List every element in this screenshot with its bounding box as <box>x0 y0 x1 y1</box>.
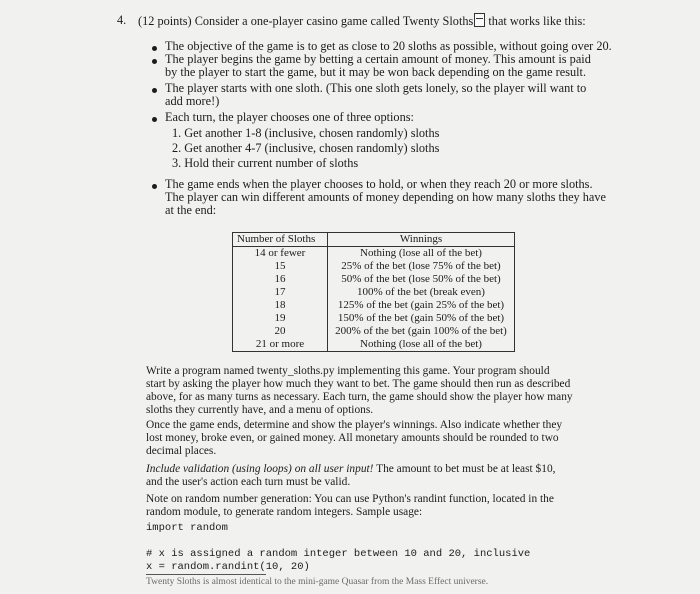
table-header-row <box>233 233 515 247</box>
paragraph-2-line-2: lost money, broke even, or gained money. All monetary amounts should be rounded to two <box>146 432 559 444</box>
bullet-2-line-1: The player begins the game by betting a certain amount of money. This amount is paid <box>165 52 591 66</box>
bullet-dot <box>152 184 157 189</box>
table-row <box>233 312 515 325</box>
bullet-1-line-1: The objective of the game is to get as close to 20 sloths as possible, without going over 20. <box>165 39 612 53</box>
option-1: 1. Get another 1-8 (inclusive, chosen randomly) sloths <box>172 126 440 140</box>
question-number: 4. <box>117 13 127 27</box>
winnings-cell: 100% of the bet (break even) <box>328 286 515 299</box>
option-3: 3. Hold their current number of sloths <box>172 156 359 170</box>
winnings-cell: 150% of the bet (gain 50% of the bet) <box>328 312 515 325</box>
intro-text: (12 points) Consider a one-player casino game called Twenty Sloths <box>138 14 474 28</box>
paragraph-1-line-2: start by asking the player how much they want to bet. The game should then run as described <box>146 378 571 390</box>
bullet-3-line-2: add more!) <box>165 94 220 108</box>
winnings-table <box>232 232 515 352</box>
code-line-1: import random <box>146 522 228 534</box>
column-header: Winnings <box>328 233 515 247</box>
footnote-marker-icon <box>474 13 485 27</box>
bullet-3-line-1: The player starts with one sloth. (This one sloth gets lonely, so the player will want to <box>165 81 587 95</box>
winnings-cell: Nothing (lose all of the bet) <box>328 338 515 352</box>
sloth-count-cell: 15 <box>233 260 328 273</box>
sloth-count-cell: 16 <box>233 273 328 286</box>
bullet-5-line-3: at the end: <box>165 203 217 217</box>
bullet-2-line-2: by the player to start the game, but it may be won back depending on the game result. <box>165 65 587 79</box>
table-row <box>233 338 515 352</box>
bullet-dot <box>152 117 157 122</box>
paragraph-1-line-3: above, for as many turns as necessary. Each turn, the game should show the player how many <box>146 391 573 403</box>
winnings-cell: Nothing (lose all of the bet) <box>328 247 515 261</box>
option-2: 2. Get another 4-7 (inclusive, chosen randomly) sloths <box>172 141 440 155</box>
bullet-5-line-2: The player can win different amounts of money depending on how many sloths they have <box>165 190 606 204</box>
winnings-cell: 50% of the bet (lose 50% of the bet) <box>328 273 515 286</box>
bullet-4-line-1: Each turn, the player chooses one of three options: <box>165 110 414 124</box>
paragraph-1-line-1: Write a program named twenty_sloths.py implementing this game. Your program should <box>146 365 550 377</box>
paragraph-1-line-4: sloths they currently have, and a menu of options. <box>146 404 374 416</box>
bullet-dot <box>152 59 157 64</box>
paragraph-4-line-2: random module, to generate random integers. Sample usage: <box>146 506 423 518</box>
sloth-count-cell: 18 <box>233 299 328 312</box>
paragraph-3-line-1 <box>146 462 556 476</box>
sloth-count-cell: 17 <box>233 286 328 299</box>
winnings-cell: 25% of the bet (lose 75% of the bet) <box>328 260 515 273</box>
paragraph-4-line-1: Note on random number generation: You can use Python's randint function, located in the <box>146 493 554 505</box>
table-row <box>233 273 515 286</box>
code-line-4: x = random.randint(10, 20) <box>146 561 310 573</box>
winnings-cell: 200% of the bet (gain 100% of the bet) <box>328 325 515 338</box>
sloth-count-cell: 19 <box>233 312 328 325</box>
paragraph-2-line-3: decimal places. <box>146 445 217 457</box>
bullet-5-line-1: The game ends when the player chooses to hold, or when they reach 20 or more sloths. <box>165 177 593 191</box>
sloth-count-cell: 21 or more <box>233 338 328 352</box>
footnote-text: Twenty Sloths is almost identical to the mini-game Quasar from the Mass Effect universe. <box>146 577 489 587</box>
paragraph-2-line-1: Once the game ends, determine and show the player's winnings. Also indicate whether they <box>146 419 563 431</box>
bullet-dot <box>152 46 157 51</box>
code-line-3: # x is assigned a random integer between 10 and 20, inclusive <box>146 548 531 560</box>
sloth-count-cell: 14 or fewer <box>233 247 328 261</box>
validation-text: The amount to bet must be at least $10, <box>373 463 556 475</box>
table-row <box>233 247 515 261</box>
footnote-rule <box>146 574 266 575</box>
intro-text-end: that works like this: <box>488 14 586 28</box>
validation-emphasis: Include validation (using loops) on all user input! <box>146 463 374 475</box>
winnings-cell: 125% of the bet (gain 25% of the bet) <box>328 299 515 312</box>
table-row <box>233 260 515 273</box>
bullet-dot <box>152 88 157 93</box>
table-row <box>233 286 515 299</box>
sloth-count-cell: 20 <box>233 325 328 338</box>
paragraph-3-line-2: and the user's action each turn must be valid. <box>146 476 351 488</box>
column-header: Number of Sloths <box>233 233 328 247</box>
table-row <box>233 299 515 312</box>
table-row <box>233 325 515 338</box>
question-intro <box>138 13 586 29</box>
